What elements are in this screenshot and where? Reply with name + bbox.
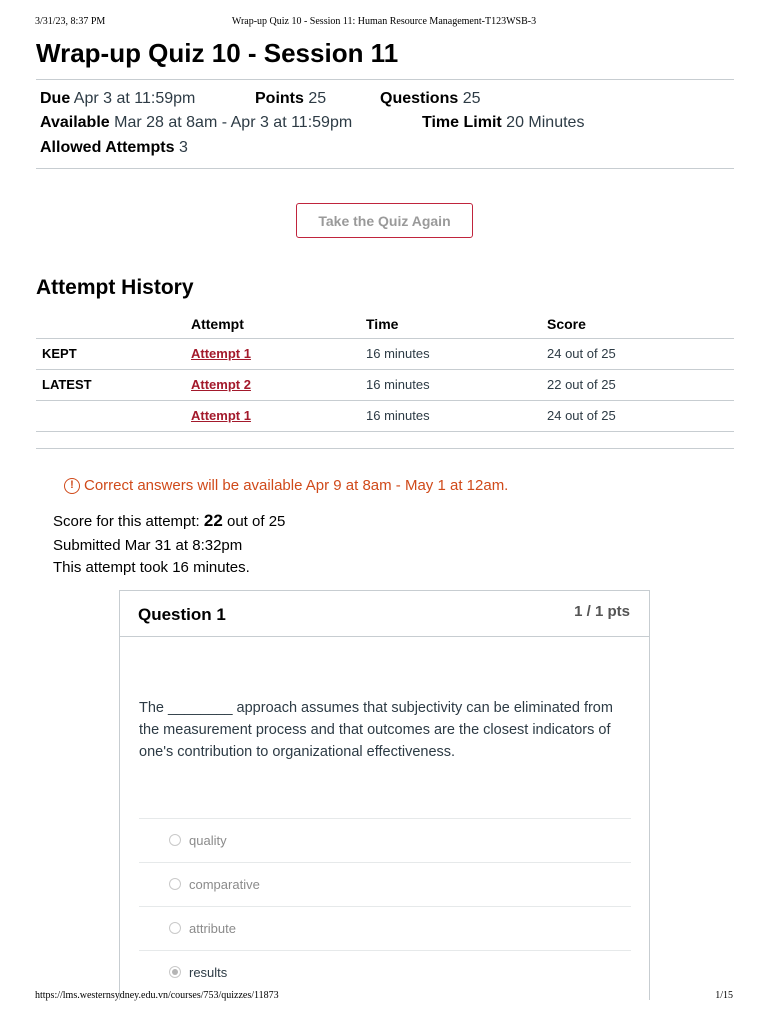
- answer-option[interactable]: [139, 862, 631, 906]
- answer-option[interactable]: [139, 906, 631, 950]
- attempt-link[interactable]: Attempt 1: [191, 408, 251, 423]
- print-header: [35, 16, 733, 30]
- divider: [36, 168, 734, 169]
- attempt-history-table: [36, 311, 734, 432]
- row-label: KEPT: [36, 338, 185, 369]
- points-info: [255, 90, 326, 108]
- table-row: [36, 369, 734, 400]
- exclamation-circle-icon: !: [64, 478, 80, 494]
- page-title: Wrap-up Quiz 10 - Session 11: [36, 38, 399, 68]
- attempt-score: 24 out of 25: [541, 400, 734, 431]
- attempt-link[interactable]: Attempt 1: [191, 346, 251, 361]
- time-limit-label: Time Limit: [422, 114, 502, 131]
- answer-label: results: [189, 965, 228, 980]
- attempt-score: 22 out of 25: [541, 369, 734, 400]
- answer-option-selected[interactable]: [139, 950, 631, 994]
- attempt-history-title: Attempt History: [36, 276, 194, 299]
- attempts-label: Allowed Attempts: [40, 139, 175, 156]
- due-label: Due: [40, 90, 71, 107]
- radio-button[interactable]: [169, 834, 181, 846]
- radio-button-selected[interactable]: [169, 966, 181, 978]
- radio-button[interactable]: [169, 878, 181, 890]
- available-label: Available: [40, 114, 110, 131]
- score-value: 22: [203, 511, 223, 530]
- points-value: 25: [308, 90, 327, 107]
- attempt-duration: This attempt took 16 minutes.: [53, 559, 250, 576]
- print-page-number: 1/15: [715, 990, 733, 1001]
- attempt-time: 16 minutes: [360, 338, 541, 369]
- column-header: [36, 311, 185, 338]
- due-info: [40, 90, 195, 108]
- radio-button[interactable]: [169, 922, 181, 934]
- table-header-row: [36, 311, 734, 338]
- column-header-score: Score: [541, 311, 734, 338]
- questions-label: Questions: [380, 90, 459, 107]
- row-label: LATEST: [36, 369, 185, 400]
- questions-value: 25: [462, 90, 481, 107]
- row-label: [36, 400, 185, 431]
- take-quiz-again-button[interactable]: Take the Quiz Again: [296, 203, 473, 238]
- notice-text: Correct answers will be available Apr 9 at 8am - May 1 at 12am.: [84, 477, 509, 494]
- score-suffix: out of 25: [227, 513, 286, 530]
- due-value: Apr 3 at 11:59pm: [73, 90, 196, 107]
- divider: [36, 79, 734, 80]
- attempts-value: 3: [178, 139, 188, 156]
- question-title: Question 1: [138, 605, 226, 624]
- attempt-link[interactable]: Attempt 2: [191, 377, 251, 392]
- available-value: Mar 28 at 8am - Apr 3 at 11:59pm: [114, 114, 353, 131]
- question-card: [119, 590, 650, 1000]
- question-text: The ________ approach assumes that subjectivity can be eliminated from the measurement process and that outcomes are the closest indicators of one's contribution to organizational effectiveness.: [139, 700, 613, 760]
- divider: [36, 448, 734, 449]
- score-prefix: Score for this attempt:: [53, 513, 200, 530]
- print-url: https://lms.westernsydney.edu.vn/courses/753/quizzes/11873: [35, 990, 279, 1001]
- column-header-attempt: Attempt: [185, 311, 360, 338]
- attempt-time: 16 minutes: [360, 400, 541, 431]
- questions-info: [380, 90, 480, 108]
- answer-label: attribute: [189, 921, 236, 936]
- available-info: [40, 114, 352, 132]
- attempt-time: 16 minutes: [360, 369, 541, 400]
- attempt-score-line: [53, 511, 285, 531]
- print-date: 3/31/23, 8:37 PM: [35, 16, 106, 27]
- submitted-time: Submitted Mar 31 at 8:32pm: [53, 537, 243, 554]
- time-limit-value: 20 Minutes: [506, 114, 585, 131]
- table-row: [36, 338, 734, 369]
- answer-label: quality: [189, 833, 227, 848]
- table-row: [36, 400, 734, 431]
- points-label: Points: [255, 90, 304, 107]
- print-footer: [35, 990, 733, 1004]
- question-header: [120, 591, 649, 637]
- print-doc-title: Wrap-up Quiz 10 - Session 11: Human Resource Management-T123WSB-3: [231, 16, 537, 27]
- correct-answers-notice: [64, 477, 508, 494]
- attempt-score: 24 out of 25: [541, 338, 734, 369]
- time-limit-info: [422, 114, 584, 132]
- answer-label: comparative: [189, 877, 260, 892]
- column-header-time: Time: [360, 311, 541, 338]
- attempts-info: [40, 139, 188, 157]
- question-points: 1 / 1 pts: [574, 603, 630, 620]
- answer-option[interactable]: [139, 818, 631, 862]
